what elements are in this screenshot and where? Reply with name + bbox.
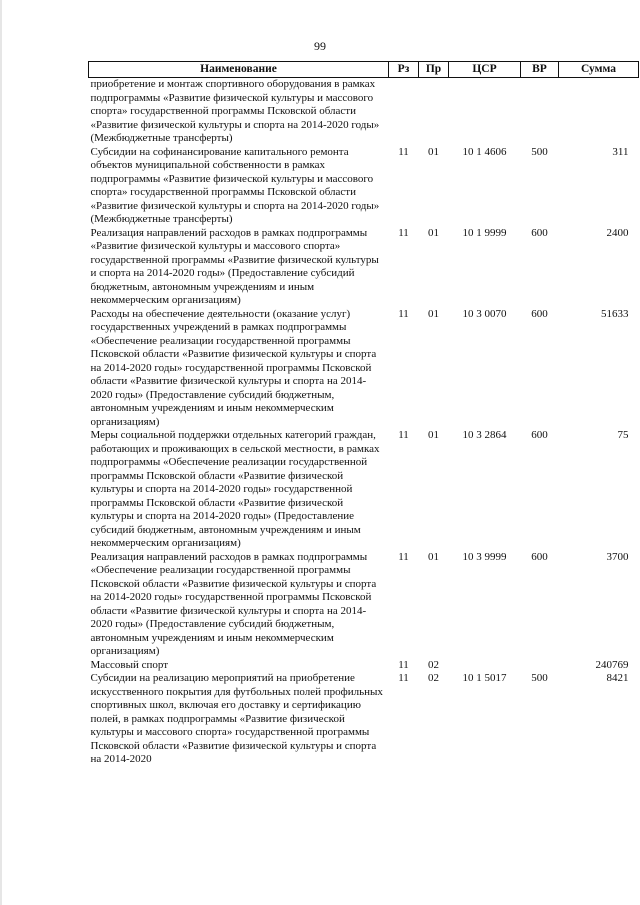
row-rz: 11 — [398, 145, 409, 158]
row-pr: 01 — [428, 145, 439, 158]
table-row — [89, 78, 639, 146]
header-vr: ВР — [521, 62, 559, 78]
row-sum — [559, 78, 639, 146]
row-rz: 11 — [398, 429, 409, 441]
row-vr — [521, 659, 559, 673]
row-sum: 2400 — [606, 226, 629, 239]
row-name: Субсидии на реализацию мероприятий на приобретение искусственного покрытия для футбольных полей профильных спортивных школ, включая его доставку и сертификацию полей, в рамках подпрограммы «Развитие физической культуры и массового спорта» государственной программы Псковской области «Развитие физической культуры и спорта на 2014-2020 — [90, 672, 383, 765]
row-sum: 8421 — [606, 672, 629, 684]
row-csr: 10 3 0070 — [462, 307, 507, 320]
row-rz — [389, 78, 419, 146]
row-sum: 3700 — [606, 550, 629, 563]
scan-edge — [0, 0, 2, 905]
table-row — [89, 659, 639, 673]
row-rz: 11 — [398, 658, 409, 671]
page-number: 99 — [314, 39, 326, 53]
row-name: Реализация направлений расходов в рамках подпрограммы «Обеспечение реализации государственной программы Псковской области «Развитие физической культуры и спорта на 2014-2020 годы» государственной программы Псковской области «Развитие физической культуры и спорта на 2014-2020 годы» (Предоставление субсидий бюджетным, автономным учреждениям и иным некоммерческим организациям) — [90, 550, 377, 657]
row-sum: 75 — [617, 429, 629, 441]
row-csr: 10 1 5017 — [462, 672, 507, 684]
row-rz: 11 — [398, 672, 409, 684]
row-vr: 600 — [531, 226, 548, 239]
table-row — [89, 227, 639, 308]
table-header-row — [89, 62, 639, 78]
table-row — [89, 146, 639, 227]
row-csr: 10 1 9999 — [462, 226, 507, 239]
row-name: Расходы на обеспечение деятельности (оказание услуг) государственных учреждений в рамках подпрограммы «Обеспечение реализации государственной программы Псковской области «Развитие физической культуры и спорта на 2014-2020 годы» государственной программы Псковской области «Развитие физической культуры и спорта на 2014-2020 годы» (Предоставление субсидий бюджетным, автономным учреждениям и иным некоммерческим организациям) — [90, 307, 377, 428]
row-name: Массовый спорт — [90, 658, 169, 671]
row-vr: 500 — [531, 672, 548, 684]
row-pr — [419, 78, 449, 146]
header-name: Наименование — [89, 62, 389, 78]
row-rz: 11 — [398, 226, 409, 239]
row-csr — [449, 78, 521, 146]
row-vr — [521, 78, 559, 146]
header-pr: Пр — [419, 62, 449, 78]
table-row — [89, 308, 639, 430]
row-name: Субсидии на софинансирование капитального ремонта объектов муниципальной собственности в рамках подпрограммы «Развитие физической культуры и массового спорта» государственной программы Псковской области «Развитие физической культуры и спорта на 2014-2020 годы» (Межбюджетные трансферты) — [90, 145, 380, 225]
table-row — [89, 551, 639, 659]
row-name: приобретение и монтаж спортивного оборудования в рамках подпрограммы «Развитие физической культуры и массового спорта» государственной программы Псковской области «Развитие физической культуры и спорта на 2014-2020 годы» (Межбюджетные трансферты) — [90, 78, 380, 144]
budget-table — [88, 61, 639, 767]
row-sum: 51633 — [601, 307, 629, 320]
header-csr: ЦСР — [449, 62, 521, 78]
row-pr: 02 — [428, 658, 439, 671]
row-pr: 01 — [428, 429, 439, 441]
row-rz: 11 — [398, 550, 409, 563]
row-vr: 600 — [531, 429, 548, 441]
row-sum: 311 — [612, 145, 629, 158]
row-pr: 02 — [428, 672, 439, 684]
row-vr: 600 — [531, 550, 548, 563]
row-rz: 11 — [398, 307, 409, 320]
table-row — [89, 429, 639, 551]
row-pr: 01 — [428, 307, 439, 320]
row-vr: 500 — [531, 145, 548, 158]
row-csr: 10 3 9999 — [462, 550, 507, 563]
row-csr — [449, 659, 521, 673]
row-name: Реализация направлений расходов в рамках подпрограммы «Развитие физической культуры и массового спорта» государственной программы «Развитие физической культуры и спорта на 2014-2020 годы» (Предоставление субсидий бюджетным, автономным учреждениям и иным некоммерческим организациям) — [90, 226, 379, 306]
row-sum: 240769 — [595, 658, 629, 671]
table-row — [89, 672, 639, 767]
header-sum: Сумма — [559, 62, 639, 78]
header-rz: Рз — [389, 62, 419, 78]
row-pr: 01 — [428, 550, 439, 563]
row-vr: 600 — [531, 307, 548, 320]
row-csr: 10 3 2864 — [462, 429, 507, 441]
row-pr: 01 — [428, 226, 439, 239]
row-csr: 10 1 4606 — [462, 145, 507, 158]
row-name: Меры социальной поддержки отдельных категорий граждан, работающих и проживающих в сельской местности, в рамках подпрограммы «Обеспечение реализации государственной программы Псковской области «Развитие физической культуры и спорта на 2014-2020 годы» государственной программы Псковской области «Развитие физической культуры и спорта на 2014-2020 годы» (Предоставление субсидий бюджетным, автономным учреждениям и иным некоммерческим организациям) — [90, 429, 380, 549]
budget-table-container — [88, 61, 638, 767]
